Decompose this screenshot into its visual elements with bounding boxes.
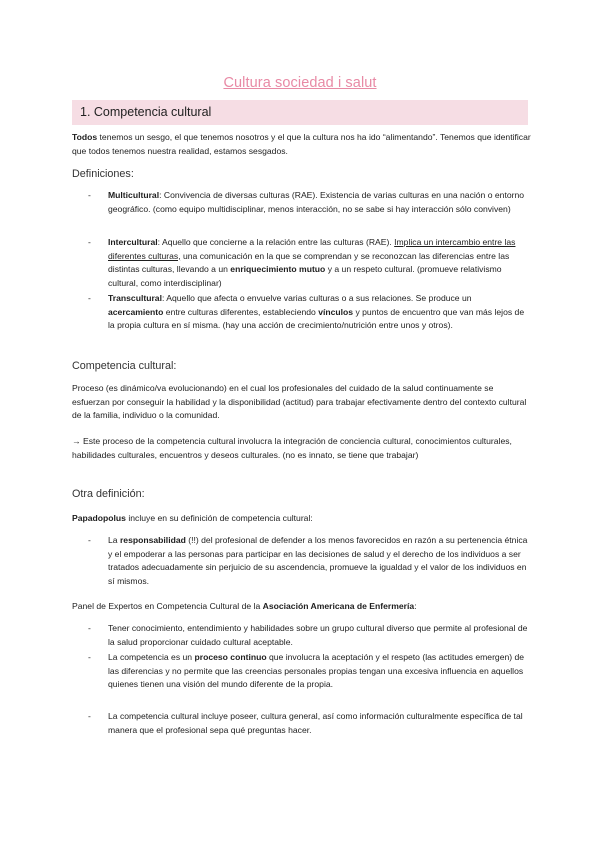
papadopolus-paragraph: Papadopolus incluye en su definición de competencia cultural: [72, 513, 313, 523]
list-item: - La competencia cultural incluye poseer, cultura general, así como información culturalmente específica de tal manera que el profesional sepa qué preguntas hacer. [88, 711, 523, 735]
section-heading-bar [72, 100, 528, 125]
list-item: - La responsabilidad (!!) del profesional de defender a los menos favorecidos en razón a su pertenencia étnica y el empoderar a las personas para participar en las decisiones de salud y el derecho de los individuos a ser tratados adecuadamente sin perjuicio de su ascendencia, promueve la igualdad y el valor de los individuos en sí mismos. [88, 535, 528, 586]
competencia-arrow-paragraph: → Este proceso de la competencia cultural involucra la integración de conciencia cultural, conocimientos culturales, habilidades culturales, encuentros y deseos culturales. (no es innato, se tiene que trabajar) [72, 436, 512, 460]
competencia-heading: Competencia cultural: [72, 360, 177, 372]
definiciones-heading: Definiciones: [72, 168, 134, 180]
intro-paragraph: Todos tenemos un sesgo, el que tenemos nosotros y el que la cultura nos ha ido “alimentando”. Tenemos que identificar que todos tenemos nuestra realidad, estamos sesgados. [72, 132, 531, 156]
list-item: - Transcultural: Aquello que afecta o envuelve varias culturas o a sus relaciones. Se produce un acercamiento entre culturas diferentes, estableciendo vínculos y puntos de encuentro que van más lejos de la propia cultura en sí misma. (hay una acción de crecimiento/nutrición entre unos y otros). [88, 293, 525, 331]
list-item: - Intercultural: Aquello que concierne a la relación entre las culturas (RAE). Implica un intercambio entre las diferentes culturas, una comunicación en la que se comprendan y se reconozcan las diferencias entre las distintas culturas, llevando a un enriquecimiento mutuo y a un respeto cultural. (promueve relativismo cultural, como interdisciplinar) [88, 237, 516, 288]
competencia-paragraph: Proceso (es dinámico/va evolucionando) en el cual los profesionales del cuidado de la salud continuamente se esfuerzan por conseguir la habilidad y la disponibilidad (actitud) para trabajar efectivamente dentro del contexto cultural de la familia, individuo o la comunidad. [72, 383, 527, 421]
otra-definicion-heading: Otra definición: [72, 488, 145, 500]
list-item: - Tener conocimiento, entendimiento y habilidades sobre un grupo cultural diverso que permite al profesional de la salud proporcionar cuidado cultural aceptable. [88, 623, 528, 647]
section-heading: 1. Competencia cultural [80, 105, 212, 119]
list-item: - La competencia es un proceso continuo que involucra la aceptación y el respeto (las actitudes emergen) de las diferencias y no permite que las creencias personales propias tengan una excesiva influencia en aquellos quienes tienen una visión del mundo diferente de la propia. [88, 652, 525, 690]
document-title: Cultura sociedad i salut [223, 75, 377, 91]
panel-expertos-paragraph: Panel de Expertos en Competencia Cultural de la Asociación Americana de Enfermería: [72, 601, 417, 611]
list-item: - Multicultural: Convivencia de diversas culturas (RAE). Existencia de varias culturas en una nación o entorno geográfico. (como equipo multidisciplinar, menos interacción, no se sabe si hay interacción sólo conviven) [88, 190, 525, 214]
